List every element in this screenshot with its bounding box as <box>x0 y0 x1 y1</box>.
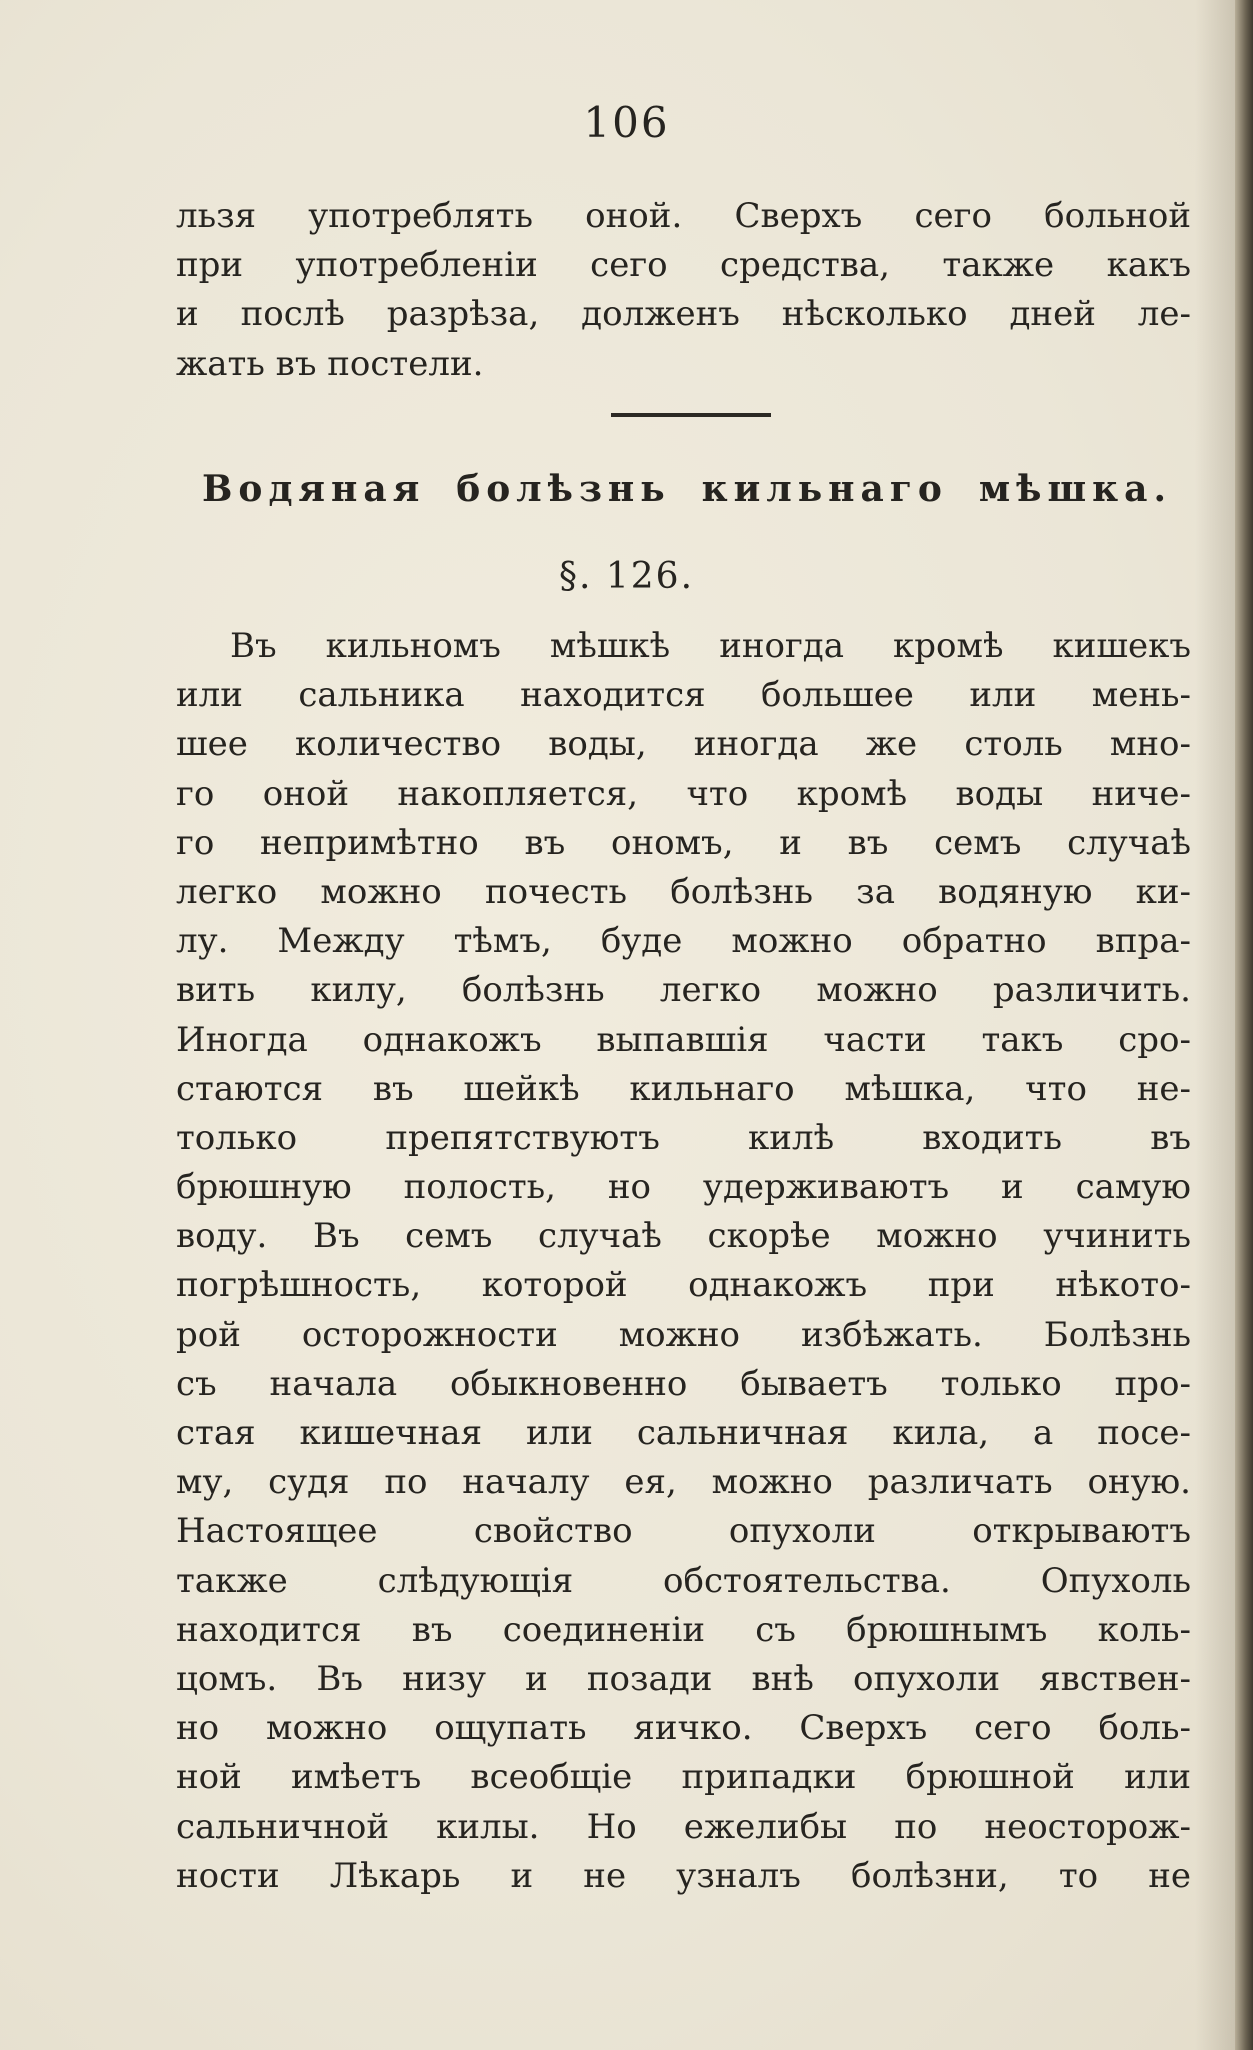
text-line: стаются въ шейкѣ кильнаго мѣшка, что не- <box>176 1068 1191 1109</box>
text-line: легко можно почесть болѣзнь за водяную ки- <box>176 871 1191 912</box>
text-line: Иногда однакожъ выпавшія части такъ сро- <box>176 1019 1191 1060</box>
text-line: Настоящее свойство опухоли открываютъ <box>176 1511 1191 1552</box>
spine-shadow <box>1195 0 1235 2050</box>
text-line: сальничной килы. Но ежелибы по неосторож- <box>176 1806 1191 1847</box>
top-paragraph <box>176 192 1191 389</box>
text-line: лу. Между тѣмъ, буде можно обратно впра- <box>176 921 1191 962</box>
text-line: при употребленіи сего средства, также какъ <box>176 245 1191 286</box>
book-spine <box>1235 0 1253 2050</box>
text-line: цомъ. Въ низу и позади внѣ опухоли явствен- <box>176 1658 1191 1699</box>
text-line: погрѣшность, которой однакожъ при нѣкото- <box>176 1265 1191 1306</box>
text-line: льзя употреблять оной. Сверхъ сего больной <box>176 196 1191 236</box>
text-line: и послѣ разрѣза, долженъ нѣсколько дней ле- <box>176 294 1191 335</box>
text-line: брюшную полость, но удерживаютъ и самую <box>176 1167 1191 1208</box>
text-line: но можно ощупать яичко. Сверхъ сего боль- <box>176 1708 1191 1749</box>
page-number: 106 <box>583 98 670 147</box>
text-line: также слѣдующія обстоятельства. Опухоль <box>176 1560 1191 1601</box>
section-divider <box>611 413 771 417</box>
text-line: рой осторожности можно избѣжать. Болѣзнь <box>176 1314 1191 1355</box>
text-line: го оной накопляется, что кромѣ воды ниче- <box>176 773 1191 814</box>
main-paragraph <box>176 622 1191 1901</box>
text-line: вить килу, болѣзнь легко можно различить. <box>176 970 1191 1011</box>
text-line: или сальника находится большее или мень- <box>176 675 1191 716</box>
text-line: ности Лѣкарь и не узналъ болѣзни, то не <box>176 1855 1191 1896</box>
text-line: находится въ соединеніи съ брюшнымъ коль- <box>176 1609 1191 1650</box>
text-line: воду. Въ семъ случаѣ скорѣе можно учинить <box>176 1216 1191 1257</box>
text-line: жать въ постели. <box>176 343 484 384</box>
section-number: §. 126. <box>558 556 695 597</box>
text-line: съ начала обыкновенно бываетъ только про- <box>176 1363 1191 1404</box>
text-line: ной имѣетъ всеобщіе припадки брюшной или <box>176 1757 1191 1798</box>
text-line: шее количество воды, иногда же столь мно- <box>176 724 1191 765</box>
text-line: му, судя по началу ея, можно различать оную. <box>176 1462 1191 1503</box>
text-line: Въ кильномъ мѣшкѣ иногда кромѣ кишекъ <box>230 626 1191 666</box>
text-line: стая кишечная или сальничная кила, а посе- <box>176 1413 1191 1453</box>
text-line: только препятствуютъ килѣ входить въ <box>176 1117 1191 1158</box>
section-heading: Водяная болѣзнь кильнаго мѣшка. <box>202 468 1172 510</box>
text-line: го непримѣтно въ ономъ, и въ семъ случаѣ <box>176 822 1191 863</box>
